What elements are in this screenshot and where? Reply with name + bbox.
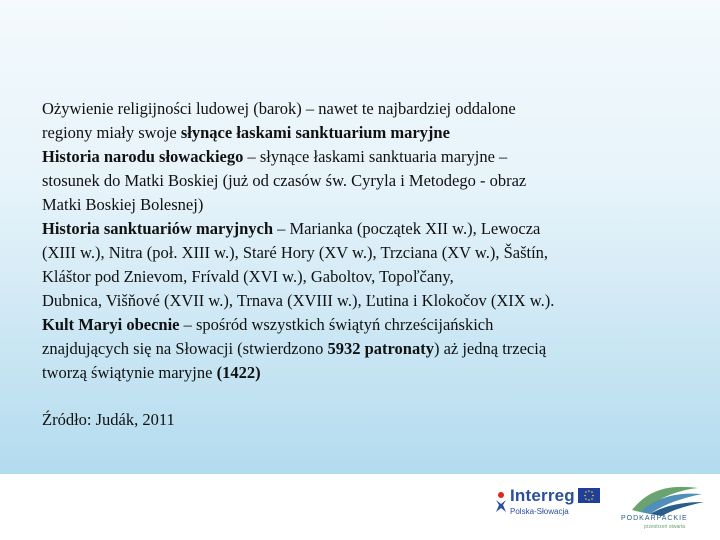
bold-text: słynące łaskami sanktuarium maryjne <box>180 123 450 142</box>
podkarpackie-tagline: przestrzeń otwarta <box>644 524 686 530</box>
text-line <box>42 265 692 289</box>
text-run: (XIII w.), Nitra (poł. XIII w.), Staré Hory (XV w.), Trzciana (XV w.), Šaštín, <box>42 243 549 262</box>
eu-flag-icon <box>578 488 600 503</box>
bold-text: Historia sanktuariów maryjnych <box>42 219 273 238</box>
bold-text: (1422) <box>216 363 261 382</box>
text-line <box>42 313 692 337</box>
text-line <box>42 121 692 145</box>
main-text <box>42 97 692 385</box>
text-run: stosunek do Matki Boskiej (już od czasów św. Cyryla i Metodego - obraz <box>42 171 527 190</box>
text-line <box>42 193 692 217</box>
bold-text: Kult Maryi obecnie <box>42 315 180 334</box>
text-run: – Marianka (początek XII w.), Lewocza <box>273 219 541 238</box>
text-run: – słynące łaskami sanktuaria maryjne – <box>243 147 508 166</box>
source-citation: Źródło: Judák, 2011 <box>42 410 175 429</box>
text-run: tworzą świątynie maryjne <box>42 363 217 382</box>
bold-text: Historia narodu słowackiego <box>42 147 244 166</box>
text-run: regiony miały swoje <box>42 123 181 142</box>
text-line <box>42 241 692 265</box>
interreg-name: Interreg <box>510 486 575 505</box>
text-run: Kláštor pod Znievom, Frívald (XVI w.), Gaboltov, Topoľčany, <box>42 267 454 286</box>
podkarpackie-name: PODKARPACKIE <box>621 515 688 522</box>
text-line <box>42 217 692 241</box>
text-run: Ożywienie religijności ludowej (barok) – nawet te najbardziej oddalone <box>42 99 516 118</box>
text-run: ) aż jedną trzecią <box>433 339 547 358</box>
text-line <box>42 337 692 361</box>
interreg-logo <box>510 486 575 516</box>
text-line <box>42 145 692 169</box>
text-run: – spośród wszystkich świątyń chrześcijańskich <box>179 315 494 334</box>
text-line <box>42 169 692 193</box>
interreg-program: Polska-Słowacja <box>510 507 569 516</box>
text-run: Matki Boskiej Bolesnej) <box>42 195 204 214</box>
text-line <box>42 97 692 121</box>
text-run: Dubnica, Višňové (XVII w.), Trnava (XVIII w.), Ľutina i Klokočov (XIX w.). <box>42 291 555 310</box>
eu-emblem-icon <box>492 490 510 516</box>
footer-logo-bar <box>0 474 720 540</box>
text-line <box>42 289 692 313</box>
text-line <box>42 361 692 385</box>
text-run: znajdujących się na Słowacji (stwierdzono <box>42 339 328 358</box>
bold-text: 5932 patronaty <box>327 339 434 358</box>
